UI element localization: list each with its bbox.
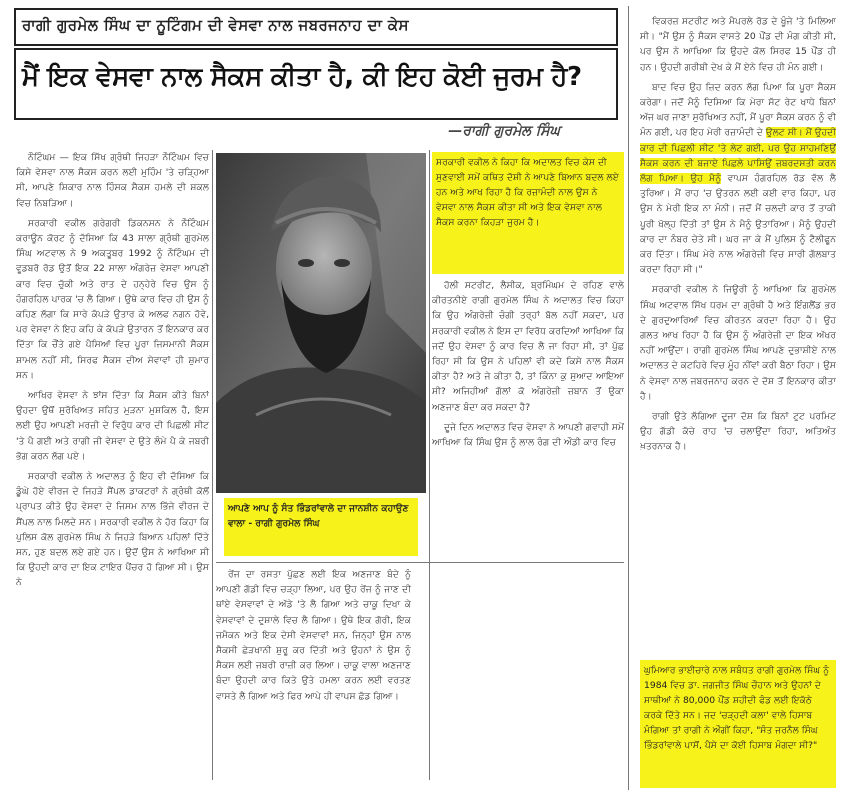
column-1-text (16, 150, 209, 596)
headline: ਮੈਂ ਇਕ ਵੇਸਵਾ ਨਾਲ ਸੈਕਸ ਕੀਤਾ ਹੈ, ਕੀ ਇਹ ਕੋਈ ਜੁਰਮ ਹੈ? (22, 62, 582, 92)
section-divider (216, 562, 624, 563)
header-topline: ਰਾਗੀ ਗੁਰਮੇਲ ਸਿੰਘ ਦਾ ਨੂਟਿੰਗਮ ਦੀ ਵੇਸਵਾ ਨਾਲ ਜਬਰਜਨਾਹ ਦਾ ਕੇਸ (22, 16, 409, 34)
paragraph: ਸਰਕਾਰੀ ਵਕੀਲ ਨੇ ਜਿਊਰੀ ਨੂੰ ਆਖਿਆ ਕਿ ਗੁਰਮੇਲ ਸਿੰਘ ਅਟਵਾਲ ਸਿੱਖ ਧਰਮ ਦਾ ਗ੍ਰੰਥੀ ਹੈ ਅਤੇ ਇੰਗਲੈਂਡ ਭਰ ਦੇ ਗੁਰਦੁਆਰਿਆਂ ਵਿਚ ਕੀਰਤਨ ਕਰਦਾ ਰਿਹਾ ਹੈ। ਉਹ ਗਲਤ ਆਖ ਰਿਹਾ ਹੈ ਕਿ ਉਸ ਨੂੰ ਅੰਗਰੇਜ਼ੀ ਦਾ ਇਕ ਅੱਖਰ ਨਹੀਂ ਆਉਂਦਾ। ਰਾਗੀ ਗੁਰਮੇਲ ਸਿੰਘ ਆਪਣੇ ਦੁਭਾਸ਼ੀਏ ਨਾਲ ਅਦਾਲਤ ਦੇ ਕਟਹਿਰੇ ਵਿਚ ਮੂੰਹ ਨੀਂਵਾਂ ਕਰੀ ਬੈਠਾ ਰਿਹਾ। ਉਸ ਨੇ ਵੇਸਵਾ ਨਾਲ ਜਬਰਜਨਾਹ ਕਰਨ ਦੇ ਦੋਸ਼ ਤੋਂ ਇਨਕਾਰ ਕੀਤਾ ਹੈ। (640, 284, 836, 402)
quote-attribution: —ਰਾਗੀ ਗੁਰਮੇਲ ਸਿੰਘ (448, 123, 560, 139)
column-3 (640, 14, 836, 654)
paragraph: ਨੌਟਿੰਘਮ — ਇਕ ਸਿੱਖ ਗ੍ਰੰਥੀ ਜਿਹੜਾ ਨੌਟਿੰਘਮ ਵਿਚ ਕਿਸੇ ਵੇਸਵਾ ਨਾਲ ਸੈਕਸ ਕਰਨ ਲਈ ਮੁਹਿੰਮ 'ਤੇ ਚੜ੍ਹਿਆ ਸੀ, ਆਪਣੇ ਸ਼ਿਕਾਰ ਨਾਲ ਹਿੰਸਕ ਸੈਕਸ ਹਮਲੇ ਦੀ ਸ਼ਕਲ ਵਿਚ ਨਿਬੜਿਆ। (16, 152, 209, 209)
paragraph: ਰੇਂਜ ਦਾ ਰਸਤਾ ਪੁੱਛਣ ਲਈ ਇਕ ਅਣਜਾਣ ਬੰਦੇ ਨੂੰ ਆਪਣੀ ਗੱਡੀ ਵਿਚ ਚੜ੍ਹਾ ਲਿਆ, ਪਰ ਉਹ ਰੇਂਜ ਨੂੰ ਜਾਣ ਦੀ ਥਾਂਏ ਵੇਸਵਾਵਾਂ ਦੇ ਅੱਡੇ 'ਤੇ ਲੈ ਗਿਆ ਅਤੇ ਚਾਕੂ ਦਿਖਾ ਕੇ ਵੇਸਵਾਵਾਂ ਦੇ ਦੁਸ਼ਾਲੇ ਵਿਚ ਲੈ ਗਿਆ। ਉਥੇ ਇਕ ਗੋਰੀ, ਇਕ ਜਮੈਕਨ ਅਤੇ ਇਕ ਦੇਸੀ ਵੇਸਵਾਵਾਂ ਸਨ, ਜਿਨ੍ਹਾਂ ਉਸ ਨਾਲ ਸੈਕਸੀ ਛੇੜਖਾਨੀ ਸ਼ੁਰੂ ਕਰ ਦਿੱਤੀ ਅਤੇ ਉਹਨਾਂ ਨੇ ਉਸ ਨੂੰ ਸੈਕਸ ਲਈ ਜਬਰੀ ਰਾਜ਼ੀ ਕਰ ਲਿਆ। ਚਾਕੂ ਵਾਲਾ ਅਣਜਾਣ ਬੰਦਾ ਉਹਦੀ ਕਾਰ ਕਿਤੇ ਉਤੇ ਹਮਲਾ ਕਰਨ ਲਈ ਵਰਤਣ ਵਾਸਤੇ ਲੈ ਗਿਆ ਅਤੇ ਫਿਰ ਆਪੇ ਹੀ ਵਾਪਸ ਛੱਡ ਗਿਆ। (216, 569, 411, 702)
paragraph: ਹੋਲੀ ਸਟਰੀਟ, ਲੈਸੀਕ, ਬ੍ਰਮਿੰਘਮ ਦੇ ਰਹਿਣ ਵਾਲੇ ਕੀਰਤਨੀਏ ਰਾਗੀ ਗੁਰਮੇਲ ਸਿੰਘ ਨੇ ਅਦਾਲਤ ਵਿਚ ਕਿਹਾ ਕਿ ਉਹ ਅੰਗਰੇਜ਼ੀ ਚੰਗੀ ਤਰ੍ਹਾਂ ਬੋਲ ਨਹੀਂ ਸਕਦਾ, ਪਰ ਸਰਕਾਰੀ ਵਕੀਲ ਨੇ ਇਸ ਦਾ ਵਿਰੋਧ ਕਰਦਿਆਂ ਆਖਿਆ ਕਿ ਜਦੋਂ ਉਹ ਵੇਸਵਾ ਨੂੰ ਕਾਰ ਵਿਚ ਲੈ ਜਾ ਰਿਹਾ ਸੀ, ਤਾਂ ਪੁੱਛ ਰਿਹਾ ਸੀ ਕਿ ਉਸ ਨੇ ਪਹਿਲਾਂ ਵੀ ਕਦੇ ਕਿਸੇ ਨਾਲ ਸੈਕਸ ਕੀਤਾ ਹੈ? ਅਤੇ ਜੇ ਕੀਤਾ ਹੈ, ਤਾਂ ਕਿੰਨਾ ਕੁ ਸੁਆਦ ਆਇਆ ਸੀ? ਅਜਿਹੀਆਂ ਗੱਲਾਂ ਕੋ ਅੰਗਰੇਜ਼ੀ ਜ਼ਬਾਨ ਤੋਂ ਉਕਾ ਅਣਜਾਣ ਬੰਦਾ ਕਰ ਸਕਦਾ ਹੈ? (432, 280, 624, 413)
column-1 (16, 150, 209, 782)
column-2-upper (432, 278, 624, 528)
highlighted-text: ਉਲਟ ਸੀ। ਮੈਂ ਉਹਦੀ ਕਾਰ ਦੀ ਪਿਛਲੀ ਸੀਟ 'ਤੇ ਲੇਟ ਗਈ, ਪਰ ਉਹ ਸਾਹਮਣਿਉਂ ਸੈਕਸ ਕਰਨ ਦੀ ਬਜਾਏ ਪਿਛਲੇ ਪਾਸਿਉਂ ਜ਼ਬਰਦਸਤੀ ਕਰਨ ਲੱਗ ਪਿਆ। ਉਹ ਮੈਨੂੰ (640, 127, 836, 185)
paragraph: ਰਾਗੀ ਉਤੇ ਲੱਗਿਆ ਦੂਜਾ ਦੋਸ਼ ਕਿ ਬਿਨਾਂ ਟੁਟ ਪਰਮਿਟ ਉਹ ਗੱਡੀ ਕੱਚੇ ਰਾਹ 'ਚ ਚਲਾਉਂਦਾ ਰਿਹਾ, ਅਤਿਅੰਤ ਖ਼ਤਰਨਾਕ ਹੈ। (640, 411, 836, 453)
photo-portrait (216, 153, 426, 493)
paragraph: ਦੂਜੇ ਦਿਨ ਅਦਾਲਤ ਵਿਚ ਵੇਸਵਾ ਨੇ ਆਪਣੀ ਗਵਾਹੀ ਸਮੇਂ ਆਖਿਆ ਕਿ ਸਿੰਘ ਉਸ ਨੂੰ ਲਾਲ ਰੰਗ ਦੀ ਔਡੀ ਕਾਰ ਵਿਚ (432, 421, 624, 449)
sidebar-highlight: ਘੁਮਿਆਰ ਭਾਈਚਾਰੇ ਨਾਲ ਸਬੰਧਤ ਰਾਗੀ ਗੁਰਮੇਲ ਸਿੰਘ ਨੂੰ 1984 ਵਿਚ ਡਾ. ਜਗਜੀਤ ਸਿੰਘ ਚੌਹਾਨ ਅਤੇ ਉਹਨਾਂ ਦੇ ਸਾਥੀਆਂ ਨੇ 80,000 ਪੌਂਡ ਸ਼ਹੀਦੀ ਫੰਡ ਲਈ ਇਕੱਠੇ ਕਰਕੇ ਦਿੱਤੇ ਸਨ। ਜਦ 'ਚੜ੍ਹਦੀ ਕਲਾ' ਵਾਲੇ ਹਿਸਾਬ ਮੰਗਿਆ ਤਾਂ ਰਾਗੀ ਨੇ ਔਗੀਂ ਕਿਹਾ, "ਸੰਤ ਜਰਨੈਲ ਸਿੰਘ ਭਿੰਡਰਾਂਵਾਲੇ ਪਾਸੋਂ, ਪੈਸੇ ਦਾ ਕੋਈ ਹਿਸਾਬ ਮੰਗਦਾ ਸੀ?" (640, 660, 836, 788)
header-topline-box (14, 8, 618, 46)
column-2-lower (216, 567, 624, 779)
pull-quote-highlight: ਸਰਕਾਰੀ ਵਕੀਲ ਨੇ ਕਿਹਾ ਕਿ ਅਦਾਲਤ ਵਿਚ ਕੇਸ ਦੀ ਸੁਣਵਾਈ ਸਮੇਂ ਕਥਿਤ ਦੋਸ਼ੀ ਨੇ ਆਪਣੇ ਬਿਆਨ ਬਦਲ ਲਏ ਹਨ ਅਤੇ ਆਖ ਰਿਹਾ ਹੈ ਕਿ ਰਜ਼ਾਮੰਦੀ ਨਾਲ ਉਸ ਨੇ ਵੇਸਵਾ ਨਾਲ ਸੈਕਸ ਕੀਤਾ ਸੀ ਅਤੇ ਇਕ ਵੇਸਵਾ ਨਾਲ ਸੈਕਸ ਕਰਨਾ ਕਿਹੜਾ ਜੁਰਮ ਹੈ। (432, 152, 624, 274)
header-block (14, 8, 618, 146)
paragraph: ਸਰਕਾਰੀ ਵਕੀਲ ਨੇ ਅਦਾਲਤ ਨੂੰ ਇਹ ਵੀ ਦੱਸਿਆ ਕਿ ਡੂੰਘੇ ਹੋਏ ਵੀਰਜ ਦੇ ਜਿਹੜੇ ਸੈਂਪਲ ਡਾਕਟਰਾਂ ਨੇ ਗ੍ਰੰਥੀ ਕੋਲੋਂ ਪ੍ਰਾਪਤ ਕੀਤੇ ਉਹ ਵੇਸਵਾ ਦੇ ਜਿਸਮ ਨਾਲ ਭਿੱਜੇ ਵੀਰਜ ਦੇ ਸੈਂਪਲ ਨਾਲ ਮਿਲਦੇ ਸਨ। ਸਰਕਾਰੀ ਵਕੀਲ ਨੇ ਹੋਰ ਕਿਹਾ ਕਿ ਪੁਲਿਸ ਕੋਲ ਗੁਰਮੇਲ ਸਿੰਘ ਨੇ ਜਿਹੜੇ ਬਿਆਨ ਪਹਿਲਾਂ ਦਿੱਤੇ ਸਨ, ਹੁਣ ਬਦਲ ਲਏ ਗਏ ਹਨ। ਉਦੋਂ ਉਸ ਨੇ ਆਖਿਆ ਸੀ ਕਿ ਉਹਦੀ ਕਾਰ ਦਾ ਇਕ ਟਾਇਰ ਪੈਂਚਰ ਹੋ ਗਿਆ ਸੀ। ਉਸ ਨੇ (16, 471, 209, 589)
paragraph: ਆਖਿਰ ਵੇਸਵਾ ਨੇ ਝਾਂਸ ਦਿੱਤਾ ਕਿ ਸੈਕਸ ਕੀਤੇ ਬਿਨਾਂ ਉਹਦਾ ਉਥੋਂ ਸੁਰੱਖਿਅਤ ਸਹਿਤ ਮੁੜਨਾ ਮੁਸ਼ਕਿਲ ਹੈ, ਇਸ ਲਈ ਉਹ ਆਪਣੀ ਮਰਜ਼ੀ ਦੇ ਵਿਰੁੱਧ ਕਾਰ ਦੀ ਪਿਛਲੀ ਸੀਟ 'ਤੇ ਪੈ ਗਈ ਅਤੇ ਰਾਗੀ ਜੀ ਵੇਸਵਾ ਦੇ ਉਤੇ ਲੰਮੇ ਪੈ ਕੇ ਜਬਰੀ ਭੋਗ ਕਰਨ ਲੱਗ ਪਏ। (16, 390, 209, 462)
photo-caption: ਆਪਣੇ ਆਪ ਨੂੰ ਸੰਤ ਭਿੰਡਰਾਂਵਾਲੇ ਦਾ ਜਾਨਸ਼ੀਨ ਕਹਾਉਣ ਵਾਲਾ - ਰਾਗੀ ਗੁਰਮੇਲ ਸਿੰਘ (224, 498, 418, 556)
paragraph: ਵਿਕਰਜ਼ ਸਟਰੀਟ ਅਤੇ ਮੈਪਰਲੇ ਰੋਡ ਦੇ ਖੂੰਜੇ 'ਤੇ ਮਿਲਿਆ ਸੀ। "ਮੈਂ ਉਸ ਨੂੰ ਸੈਕਸ ਵਾਸਤੇ 20 ਪੌਂਡ ਦੀ ਮੰਗ ਕੀਤੀ ਸੀ, ਪਰ ਉਸ ਨੇ ਆਖਿਆ ਕਿ ਉਹਦੇ ਕੋਲ ਸਿਰਫ 15 ਪੌਂਡ ਹੀ ਹਨ। ਉਹਦੀ ਗਰੀਬੀ ਦੇਖ ਕੇ ਮੈਂ ਏਨੇ ਵਿਚ ਹੀ ਮੰਨ ਗਈ। (640, 16, 836, 73)
paragraph: ਬਾਦ ਵਿਚ ਉਹ ਜ਼ਿਦ ਕਰਨ ਲੱਗ ਪਿਆ ਕਿ ਪੂਰਾ ਸੈਕਸ ਕਰੇਗਾ। ਜਦੋਂ ਮੈਨੂੰ ਦਿਸਿਆ ਕਿ ਮੇਰਾ ਸੱਟ ਰੇਟ ਖਾਧੇ ਬਿਨਾਂ ਅੱਜ ਘਰ ਜਾਣਾ ਸੁਰੱਖਿਅਤ ਨਹੀਂ, ਮੈਂ ਪੂਰਾ ਸੈਕਸ ਕਰਨ ਨੂੰ ਵੀ ਮੰਨ ਗਈ, ਪਰ ਇਹ ਮੇਰੀ ਰਜ਼ਾਮੰਦੀ ਦੇ ਉਲਟ ਸੀ। ਮੈਂ ਉਹਦੀ ਕਾਰ ਦੀ ਪਿਛਲੀ ਸੀਟ 'ਤੇ ਲੇਟ ਗਈ, ਪਰ ਉਹ ਸਾਹਮਣਿਉਂ ਸੈਕਸ ਕਰਨ ਦੀ ਬਜਾਏ ਪਿਛਲੇ ਪਾਸਿਉਂ ਜ਼ਬਰਦਸਤੀ ਕਰਨ ਲੱਗ ਪਿਆ। ਉਹ ਮੈਨੂੰ ਵਾਪਸ ਹੰਗਰਹਿਲ ਰੋਡ ਵੱਲ ਲੈ ਤੁਰਿਆ। ਮੈਂ ਰਾਹ 'ਚ ਉਤਰਨ ਲਈ ਕਈ ਵਾਰ ਕਿਹਾ, ਪਰ ਉਸ ਨੇ ਮੇਰੀ ਇਕ ਨਾ ਮੰਨੀ। ਜਦੋਂ ਮੈਂ ਚਲਦੀ ਕਾਰ ਤੋਂ ਤਾਕੀ ਪੂਰੀ ਖੋਲ੍ਹ ਦਿੱਤੀ ਤਾਂ ਉਸ ਨੇ ਮੈਨੂੰ ਉਤਾਰਿਆ। ਮੈਨੂੰ ਉਹਦੀ ਕਾਰ ਦਾ ਨੰਬਰ ਚੇਤੇ ਸੀ। ਘਰ ਜਾ ਕੇ ਮੈਂ ਪੁਲਿਸ ਨੂੰ ਟੈਲੀਫੂਨ ਕਰ ਦਿੱਤਾ। ਸਿੰਘ ਮੇਰੇ ਨਾਲ ਅੰਗਰੇਜ਼ੀ ਵਿਚ ਸਾਰੀ ਗੱਲਬਾਤ ਕਰਦਾ ਰਿਹਾ ਸੀ।" (640, 81, 836, 276)
portrait-image (216, 153, 426, 493)
column-divider (212, 150, 213, 780)
paragraph: ਸਰਕਾਰੀ ਵਕੀਲ ਗਰੇਗਰੀ ਡਿਕਨਸਨ ਨੇ ਨੌਟਿੰਘਮ ਕਰਾਊਨ ਕੋਰਟ ਨੂੰ ਦੱਸਿਆ ਕਿ 43 ਸਾਲਾ ਗ੍ਰੰਥੀ ਗੁਰਮੇਲ ਸਿੰਘ ਅਟਵਾਲ ਨੇ 9 ਅਕਤੂਬਰ 1992 ਨੂੰ ਨੌਟਿੰਘਮ ਦੀ ਵੂਡਬਰੋ ਰੋਡ ਉਤੋਂ ਇਕ 22 ਸਾਲਾ ਅੰਗਰੇਜ਼ ਵੇਸਵਾ ਆਪਣੀ ਕਾਰ ਵਿਚ ਚੁੱਕੀ ਅਤੇ ਰਾਤ ਦੇ ਹਨ੍ਹੇਰੇ ਵਿਚ ਉਸ ਨੂੰ ਹੰਗਰਹਿਲ ਪਾਰਕ 'ਚ ਲੈ ਗਿਆ। ਉਥੇ ਕਾਰ ਵਿਚ ਹੀ ਉਸ ਨੂੰ ਕਹਿਣ ਲੱਗਾ ਕਿ ਸਾਰੇ ਕੱਪੜੇ ਉਤਾਰ ਕੇ ਅਲਫ ਨਗਨ ਹੋਵੇ, ਪਰ ਵੇਸਵਾ ਨੇ ਇਹ ਕਹਿ ਕੇ ਕੱਪੜੇ ਉਤਾਰਨ ਤੋਂ ਇਨਕਾਰ ਕਰ ਦਿੱਤਾ ਕਿ ਚੌਂਤੇ ਗਏ ਪੈਸਿਆਂ ਵਿਚ ਪੂਰਾ ਜਿਸਮਾਨੀ ਸੈਕਸ ਸ਼ਾਮਲ ਨਹੀਂ ਸੀ, ਸਿਰਫ ਸੈਕਸ ਦੀਅ ਸੇਵਾਵਾਂ ਹੀ ਸ਼ੁਮਾਰ ਸਨ। (16, 217, 209, 381)
headline-box (14, 48, 618, 120)
column-divider (628, 6, 629, 790)
